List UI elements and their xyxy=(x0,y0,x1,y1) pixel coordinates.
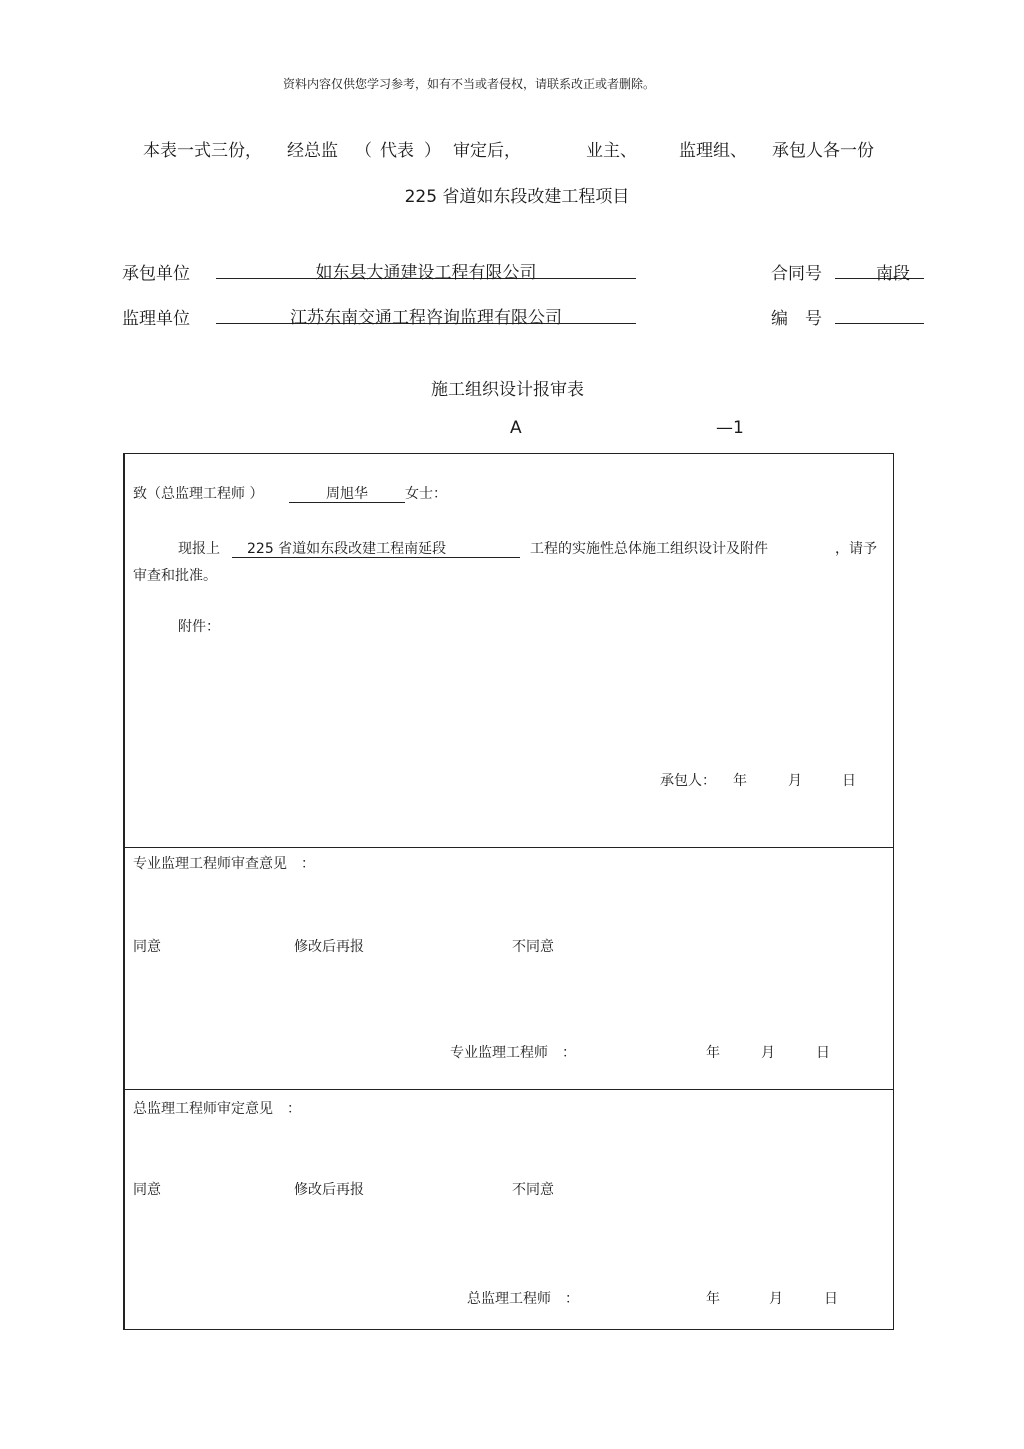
chief-option-revise: 修改后再报 xyxy=(294,1182,364,1198)
distribution-text-7: 业主、 xyxy=(586,141,637,161)
supervisor-unit-value: 江苏东南交通工程咨询监理有限公司 xyxy=(290,308,562,328)
report-suffix: 工程的实施性总体施工组织设计及附件 xyxy=(530,541,768,557)
chief-sign-month: 月 xyxy=(769,1291,783,1307)
contractor-sign-month: 月 xyxy=(788,773,802,789)
specialist-sign-label: 专业监理工程师 ： xyxy=(450,1045,576,1061)
contract-no-label: 合同号 xyxy=(771,264,822,284)
section-divider-1 xyxy=(123,847,894,848)
report-project: 225 省道如东段改建工程南延段 xyxy=(247,541,447,557)
chief-option-agree: 同意 xyxy=(133,1182,161,1198)
addressee-name: 周旭华 xyxy=(326,486,368,502)
distribution-text-6: 审定后， xyxy=(453,141,521,161)
specialist-sign-month: 月 xyxy=(761,1045,775,1061)
contractor-value: 如东县大通建设工程有限公司 xyxy=(315,263,537,283)
distribution-text-8: 监理组、 xyxy=(679,141,747,161)
contractor-sign-year: 年 xyxy=(733,773,747,789)
distribution-text-1: 本表一式三份， xyxy=(143,141,262,161)
distribution-text-9: 承包人各一份 xyxy=(772,141,874,161)
specialist-sign-day: 日 xyxy=(816,1045,830,1061)
contractor-sign-day: 日 xyxy=(842,773,856,789)
specialist-review-title: 专业监理工程师审查意见 ： xyxy=(133,856,315,872)
form-code-letter: A xyxy=(510,418,522,438)
contractor-label: 承包单位 xyxy=(122,264,190,284)
specialist-sign-year: 年 xyxy=(706,1045,720,1061)
specialist-option-disagree: 不同意 xyxy=(512,939,554,955)
contract-no-value: 南段 xyxy=(876,264,910,284)
contractor-sign-label: 承包人： xyxy=(660,773,716,789)
report-prefix: 现报上 xyxy=(178,541,220,557)
chief-sign-label: 总监理工程师 ： xyxy=(467,1291,579,1307)
report-end: ，请予 xyxy=(835,541,877,557)
chief-sign-day: 日 xyxy=(824,1291,838,1307)
specialist-option-revise: 修改后再报 xyxy=(294,939,364,955)
attachment-label: 附件： xyxy=(178,619,220,635)
distribution-text-5: ） xyxy=(424,141,441,161)
report-line2: 审查和批准。 xyxy=(133,568,217,584)
chief-approval-title: 总监理工程师审定意见 ： xyxy=(133,1101,301,1117)
serial-no-label: 编 号 xyxy=(771,309,822,329)
section-divider-2 xyxy=(123,1089,894,1090)
supervisor-unit-label: 监理单位 xyxy=(122,309,190,329)
watermark-notice: 资料内容仅供您学习参考，如有不当或者侵权，请联系改正或者删除。 xyxy=(283,77,656,91)
form-title: 施工组织设计报审表 xyxy=(431,380,584,400)
distribution-text-2: 经总监 xyxy=(287,141,338,161)
addressee-suffix: 女士： xyxy=(405,486,447,502)
chief-option-disagree: 不同意 xyxy=(512,1182,554,1198)
serial-no-underline xyxy=(835,323,924,324)
addressee-label: 致（总监理工程师 ） xyxy=(133,486,264,502)
specialist-option-agree: 同意 xyxy=(133,939,161,955)
chief-sign-year: 年 xyxy=(706,1291,720,1307)
form-code-number: —1 xyxy=(716,418,744,438)
distribution-text-4: 代表 xyxy=(380,141,414,161)
form-table xyxy=(123,453,894,1330)
project-title: 225 省道如东段改建工程项目 xyxy=(404,187,630,207)
distribution-text-3: （ xyxy=(355,141,372,161)
